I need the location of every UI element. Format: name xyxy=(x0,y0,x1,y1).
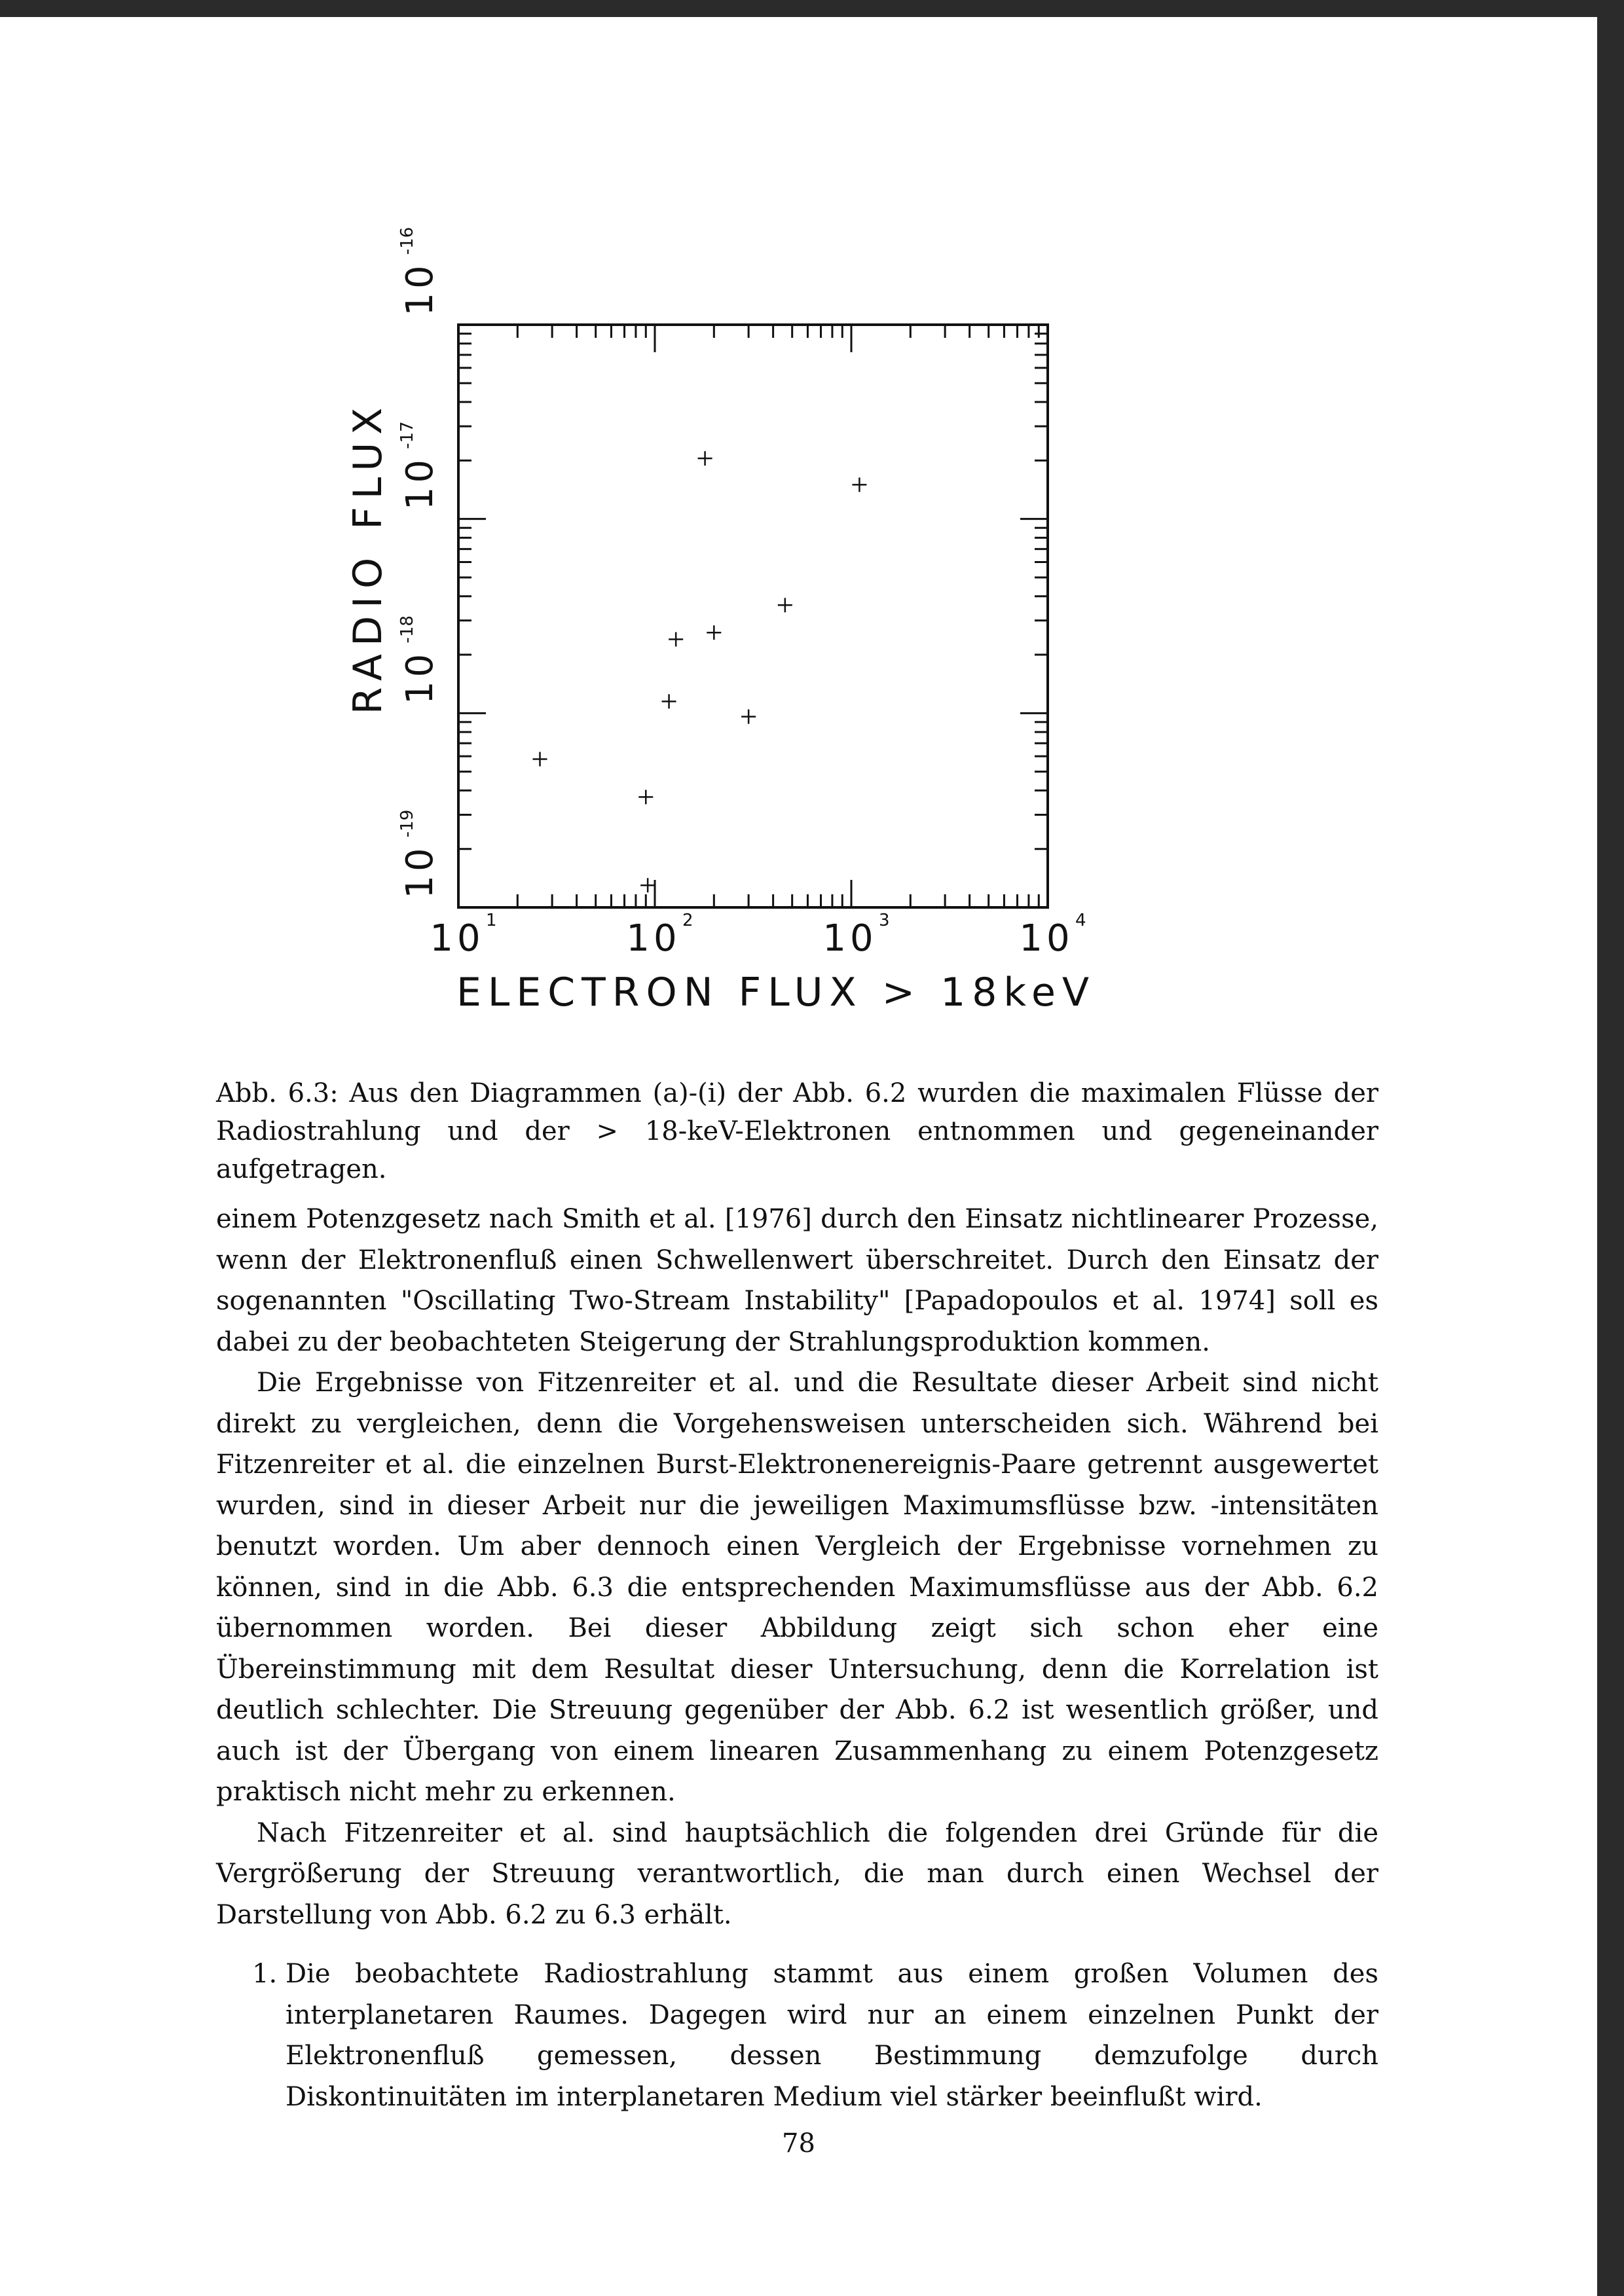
paragraph: Nach Fitzenreiter et al. sind hauptsächlich die folgenden drei Gründe für die Vergrößerung der Streuung verantwortlich, die man durch einen Wechsel der Darstellung von Abb. 6.2 zu 6.3 erhält. xyxy=(216,1817,1378,1930)
y-tick-exponent: -17 xyxy=(397,421,417,449)
y-tick-label: 10 xyxy=(399,844,441,899)
paragraph: Die Ergebnisse von Fitzenreiter et al. und die Resultate dieser Arbeit sind nicht direkt zu vergleichen, denn die Vorgehensweisen unterscheiden sich. Während bei Fitzenreiter et al. die einzelnen Burst-Elektronenereignis-Paare getrennt ausgewertet wurden, sind in dieser Arbeit nur die jeweiligen Maximumsflüsse bzw. -intensitäten benutzt worden. Um aber dennoch einen Vergleich der Ergebnisse vornehmen zu können, sind in die Abb. 6.3 die entsprechenden Maximumsflüsse aus der Abb. 6.2 übernommen worden. Bei dieser Abbildung zeigt sich schon eher eine Übereinstimmung mit dem Resultat dieser Untersuchung, denn die Korrelation ist deutlich schlechter. Die Streuung gegenüber der Abb. 6.2 ist wesentlich größer, und auch ist der Übergang von einem linearen Zusammenhang zu einem Potenzgesetz praktisch nicht mehr zu erkennen. xyxy=(216,1368,1378,1807)
data-point xyxy=(778,598,792,612)
data-point xyxy=(852,477,866,492)
data-points xyxy=(532,451,866,892)
x-tick-exponent: 3 xyxy=(879,911,890,930)
tick-labels xyxy=(397,227,1086,960)
x-axis-label: ELECTRON FLUX > 18keV xyxy=(456,970,1096,1015)
x-tick-exponent: 1 xyxy=(486,911,497,930)
data-point xyxy=(669,632,683,647)
document-page xyxy=(0,17,1597,2296)
data-point xyxy=(741,710,756,724)
y-axis-label: RADIO FLUX xyxy=(345,399,391,715)
y-tick-label: 10 xyxy=(399,649,441,704)
scatter-chart xyxy=(341,213,1126,1038)
x-tick-label: 10 xyxy=(626,917,681,960)
data-point xyxy=(640,878,655,892)
x-tick-label: 10 xyxy=(822,917,877,960)
y-tick-exponent: -18 xyxy=(397,615,417,644)
paragraph: einem Potenzgesetz nach Smith et al. [1976] durch den Einsatz nichtlinearer Prozesse, wenn der Elektronenfluß einen Schwellenwert überschreitet. Durch den Einsatz der sogenannten "Oscillating Two-Stream Instability" [Papadopoulos et al. 1974] soll es dabei zu der beobachteten Steigerung der Strahlungsproduktion kommen. xyxy=(216,1204,1378,1357)
data-point xyxy=(532,752,547,767)
x-tick-label: 10 xyxy=(1019,917,1074,960)
plot-frame xyxy=(458,325,1048,907)
y-tick-label: 10 xyxy=(399,456,441,511)
body-text xyxy=(216,1199,1378,2117)
figure-caption: Abb. 6.3: Aus den Diagrammen (a)-(i) der Abb. 6.2 wurden die maximalen Flüsse der Radiostrahlung und der > 18-keV-Elektronen entnommen und gegeneinander aufgetragen. xyxy=(216,1078,1378,1184)
page-number: 78 xyxy=(782,2128,815,2159)
data-point xyxy=(638,790,653,804)
data-point xyxy=(698,451,712,465)
data-point xyxy=(662,694,676,708)
reasons-list xyxy=(216,1954,1378,2117)
list-item: 1. Die beobachtete Radiostrahlung stammt aus einem großen Volumen des interplanetaren Raumes. Dagegen wird nur an einem einzelnen Punkt der Elektronenfluß gemessen, dessen Bestimmung demzufolge durch Diskontinuitäten im interplanetaren Medium viel stärker beeinflußt wird. xyxy=(286,1954,1378,2117)
x-tick-exponent: 2 xyxy=(682,911,693,930)
x-tick-exponent: 4 xyxy=(1075,911,1086,930)
minor-ticks xyxy=(458,325,1048,907)
data-point xyxy=(707,625,721,640)
x-tick-label: 10 xyxy=(430,917,485,960)
y-tick-exponent: -19 xyxy=(397,809,417,838)
y-tick-exponent: -16 xyxy=(397,227,417,255)
y-tick-label: 10 xyxy=(399,261,441,316)
